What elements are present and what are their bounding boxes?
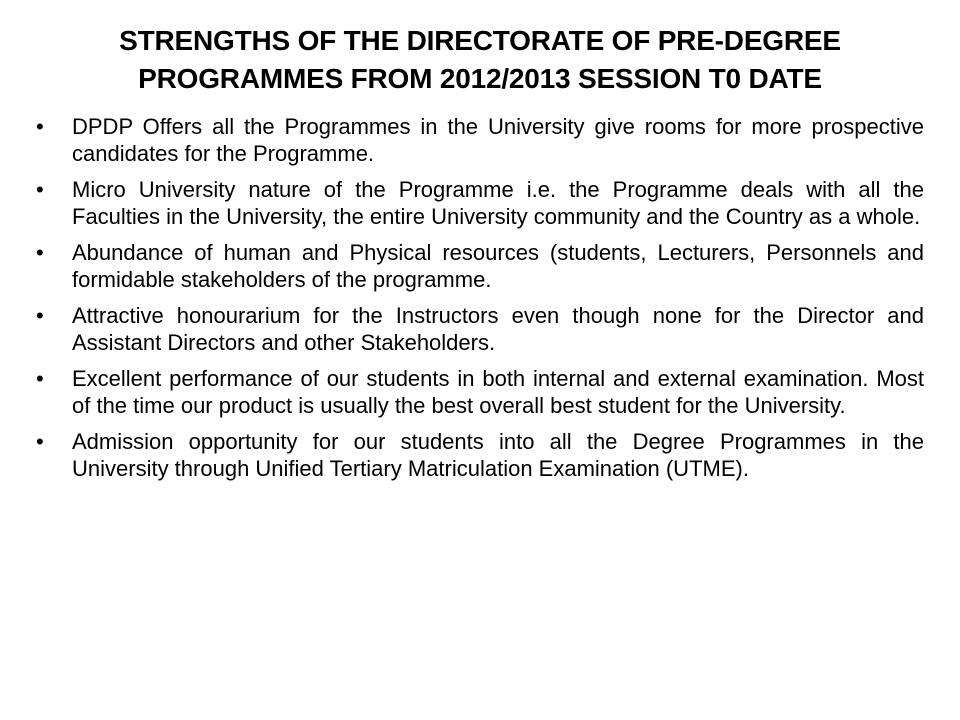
bullet-text-4: Attractive honourarium for the Instructors even though none for the Director and Assistant Directors and other Stakeholders. bbox=[72, 303, 924, 355]
slide-title-line-1: STRENGTHS OF THE DIRECTORATE OF PRE-DEGREE bbox=[119, 25, 841, 56]
bullet-item-3 bbox=[36, 240, 924, 293]
bullet-icon: • bbox=[36, 240, 44, 265]
bullet-item-5 bbox=[36, 366, 924, 419]
bullet-icon: • bbox=[36, 114, 44, 139]
bullet-text-6: Admission opportunity for our students into all the Degree Programmes in the University through Unified Tertiary Matriculation Examination (UTME). bbox=[72, 429, 924, 481]
bullet-icon: • bbox=[36, 177, 44, 202]
bullet-item-1 bbox=[36, 114, 924, 167]
bullet-item-4 bbox=[36, 303, 924, 356]
bullet-icon: • bbox=[36, 303, 44, 328]
bullet-item-2 bbox=[36, 177, 924, 230]
bullet-text-3: Abundance of human and Physical resources (students, Lecturers, Personnels and formidable stakeholders of the programme. bbox=[72, 240, 924, 292]
slide-title bbox=[60, 22, 900, 98]
bullet-icon: • bbox=[36, 429, 44, 454]
bullet-list bbox=[36, 114, 924, 492]
bullet-icon: • bbox=[36, 366, 44, 391]
bullet-text-1: DPDP Offers all the Programmes in the University give rooms for more prospective candidates for the Programme. bbox=[72, 114, 924, 166]
bullet-text-5: Excellent performance of our students in both internal and external examination. Most of the time our product is usually the best overall best student for the University. bbox=[72, 366, 924, 418]
slide-title-line-2: PROGRAMMES FROM 2012/2013 SESSION T0 DATE bbox=[138, 63, 822, 94]
bullet-text-2: Micro University nature of the Programme i.e. the Programme deals with all the Faculties in the University, the entire University community and the Country as a whole. bbox=[72, 177, 924, 229]
bullet-item-6 bbox=[36, 429, 924, 482]
